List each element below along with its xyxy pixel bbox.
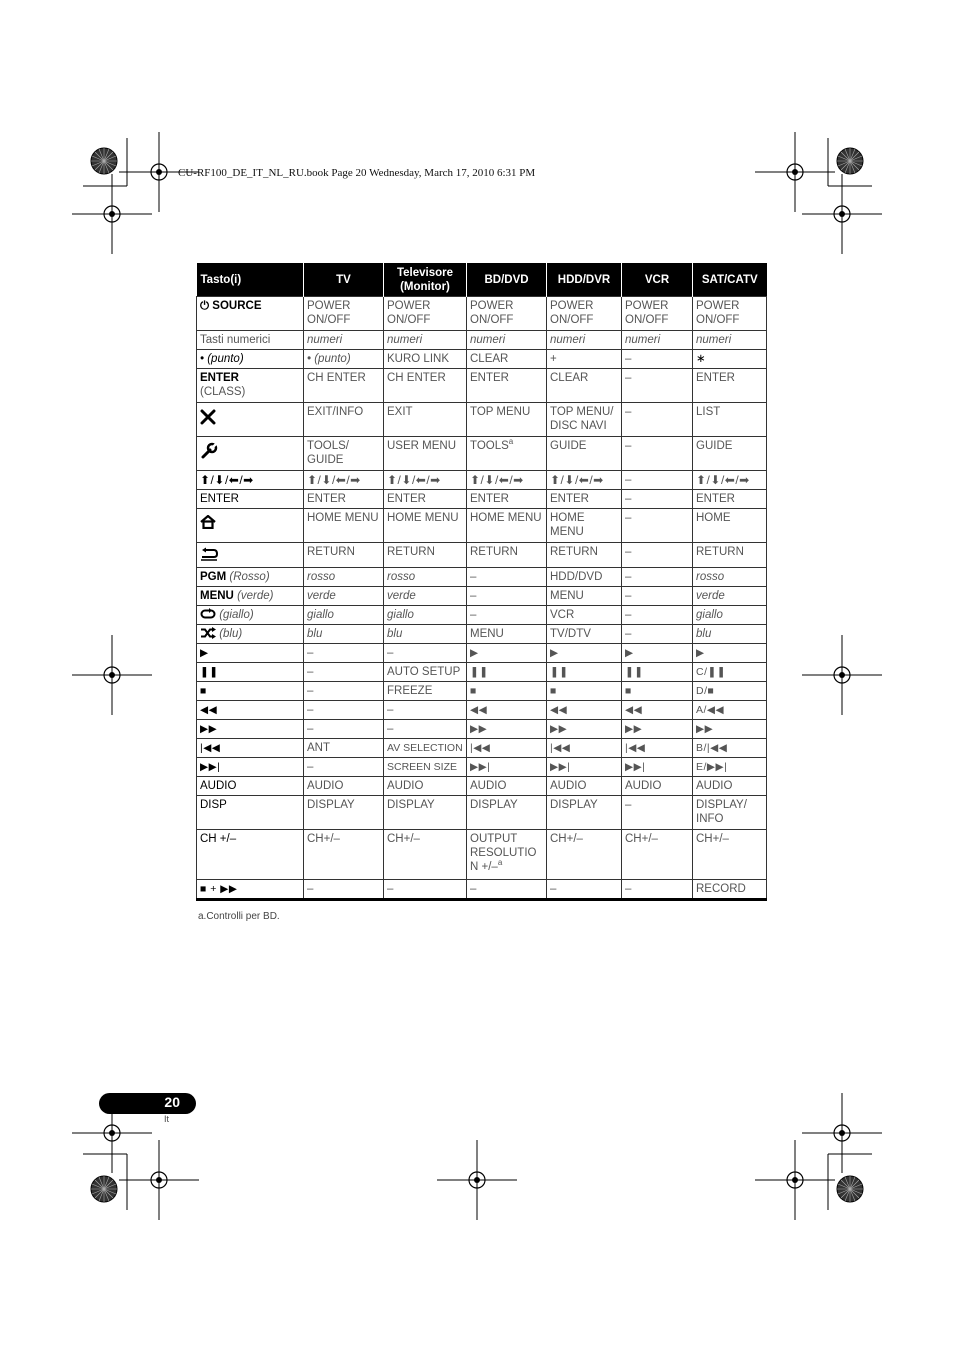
key-cell (197, 403, 304, 437)
table-cell: – (304, 701, 384, 720)
table-cell: HOME (693, 509, 767, 543)
table-cell: – (622, 543, 693, 568)
table-cell: AUDIO (547, 777, 622, 796)
key-cell: ⏻ SOURCE (197, 297, 304, 331)
table-cell: – (304, 880, 384, 900)
table-cell: ENTER (384, 490, 467, 509)
table-cell: SCREEN SIZE (384, 758, 467, 777)
table-cell: AUDIO (693, 777, 767, 796)
column-header: Tasto(i) (197, 263, 304, 297)
table-cell: MENU (467, 625, 547, 644)
table-cell: numeri (467, 331, 547, 350)
table-row (197, 543, 767, 568)
table-cell: DISPLAY/ INFO (693, 796, 767, 830)
table-cell: giallo (304, 606, 384, 625)
table-row (197, 796, 767, 830)
table-row (197, 830, 767, 880)
table-cell: rosso (384, 568, 467, 587)
table-cell: VCR (547, 606, 622, 625)
key-cell: ▶▶ (197, 720, 304, 739)
table-cell: HOME MENU (304, 509, 384, 543)
key-cell: PGM (Rosso) (197, 568, 304, 587)
table-cell: |◀◀ (467, 739, 547, 758)
table-cell: EXIT (384, 403, 467, 437)
table-cell: ■ (467, 682, 547, 701)
table-row (197, 587, 767, 606)
table-cell: – (304, 682, 384, 701)
table-cell: ⬆/⬇/⬅/➡ (304, 471, 384, 490)
table-cell: ◀◀ (622, 701, 693, 720)
table-cell: AUDIO (467, 777, 547, 796)
table-cell: – (467, 606, 547, 625)
table-cell: numeri (547, 331, 622, 350)
table-cell: + (547, 350, 622, 369)
page-language: It (164, 1114, 170, 1124)
table-cell: numeri (384, 331, 467, 350)
table-cell: GUIDE (547, 437, 622, 471)
table-cell: ❚❚ (622, 663, 693, 682)
table-cell: MENU (547, 587, 622, 606)
table-cell: OUTPUT RESOLUTION +/–$^a$ (467, 830, 547, 880)
key-cell: (giallo) (197, 606, 304, 625)
table-cell: – (384, 701, 467, 720)
table-cell: rosso (304, 568, 384, 587)
table-cell: CH+/– (622, 830, 693, 880)
table-row (197, 701, 767, 720)
table-cell: – (622, 587, 693, 606)
table-cell: ▶ (622, 644, 693, 663)
table-cell: • (punto) (304, 350, 384, 369)
table-cell: E/▶▶| (693, 758, 767, 777)
table-row (197, 682, 767, 701)
table-row (197, 471, 767, 490)
table-cell: POWER ON/OFF (622, 297, 693, 331)
table-cell: TOP MENU/ DISC NAVI (547, 403, 622, 437)
table-cell: ▶▶ (467, 720, 547, 739)
table-row (197, 297, 767, 331)
table-cell: CH ENTER (384, 369, 467, 403)
table-cell: POWER ON/OFF (693, 297, 767, 331)
key-cell (197, 543, 304, 568)
table-cell: – (304, 644, 384, 663)
key-cell (197, 509, 304, 543)
table-cell: ◀◀ (547, 701, 622, 720)
table-cell: verde (304, 587, 384, 606)
table-cell: A/◀◀ (693, 701, 767, 720)
table-cell: ▶▶| (622, 758, 693, 777)
table-cell: HDD/DVD (547, 568, 622, 587)
table-row (197, 350, 767, 369)
key-cell: (blu) (197, 625, 304, 644)
table-row (197, 720, 767, 739)
key-cell: ENTER (197, 490, 304, 509)
table-cell: ⬆/⬇/⬅/➡ (547, 471, 622, 490)
table-row (197, 437, 767, 471)
table-cell: ▶ (693, 644, 767, 663)
table-row (197, 739, 767, 758)
table-cell: – (622, 796, 693, 830)
table-cell: ENTER (467, 369, 547, 403)
table-row (197, 625, 767, 644)
table-cell: POWER ON/OFF (304, 297, 384, 331)
table-cell: |◀◀ (622, 739, 693, 758)
table-row (197, 490, 767, 509)
table-cell: ▶▶ (622, 720, 693, 739)
page-number: 20 (164, 1094, 180, 1110)
table-cell: CLEAR (467, 350, 547, 369)
table-cell: CH+/– (547, 830, 622, 880)
key-cell: ⬆/⬇/⬅/➡ (197, 471, 304, 490)
table-row (197, 777, 767, 796)
table-cell: POWER ON/OFF (547, 297, 622, 331)
table-cell: – (622, 880, 693, 900)
table-cell: rosso (693, 568, 767, 587)
table-cell: DISPLAY (467, 796, 547, 830)
table-cell: RETURN (547, 543, 622, 568)
table-cell: – (622, 350, 693, 369)
table-cell: – (304, 758, 384, 777)
table-row (197, 509, 767, 543)
table-cell: RECORD (693, 880, 767, 900)
table-cell: HOME MENU (467, 509, 547, 543)
table-cell: AUDIO (622, 777, 693, 796)
table-cell: USER MENU (384, 437, 467, 471)
table-cell: POWER ON/OFF (467, 297, 547, 331)
table-cell: ENTER (693, 490, 767, 509)
table-cell: – (622, 369, 693, 403)
table-cell: blu (384, 625, 467, 644)
wrench-icon (200, 442, 218, 460)
table-cell: – (622, 568, 693, 587)
table-cell: C/❚❚ (693, 663, 767, 682)
table-cell: giallo (693, 606, 767, 625)
table-cell: numeri (304, 331, 384, 350)
table-cell: ⬆/⬇/⬅/➡ (384, 471, 467, 490)
table-row (197, 606, 767, 625)
column-header: BD/DVD (467, 263, 547, 297)
table-cell: verde (693, 587, 767, 606)
footnote: a.Controlli per BD. (198, 911, 280, 922)
table-cell: – (547, 880, 622, 900)
table-cell: ▶▶| (467, 758, 547, 777)
column-header: VCR (622, 263, 693, 297)
table-cell: – (622, 471, 693, 490)
table-cell: RETURN (304, 543, 384, 568)
table-cell: HOME MENU (384, 509, 467, 543)
key-cell: MENU (verde) (197, 587, 304, 606)
table-row (197, 663, 767, 682)
table-cell: CH+/– (304, 830, 384, 880)
table-cell: RETURN (693, 543, 767, 568)
key-cell: ■ + ▶▶ (197, 880, 304, 900)
table-cell: – (622, 490, 693, 509)
table-cell: AUDIO (384, 777, 467, 796)
table-cell: DISPLAY (547, 796, 622, 830)
home-icon (200, 515, 216, 529)
key-cell: DISP (197, 796, 304, 830)
table-cell: – (384, 644, 467, 663)
repeat-icon (200, 608, 216, 620)
key-cell: Tasti numerici (197, 331, 304, 350)
table-cell: TV/DTV (547, 625, 622, 644)
table-row (197, 758, 767, 777)
column-header: SAT/CATV (693, 263, 767, 297)
table-cell: TOP MENU (467, 403, 547, 437)
key-cell: ▶▶| (197, 758, 304, 777)
close-x-icon (200, 409, 216, 425)
column-header: TV (304, 263, 384, 297)
table-cell: – (622, 509, 693, 543)
table-cell: TOOLS/ GUIDE (304, 437, 384, 471)
page-number-tab (99, 1093, 196, 1114)
table-cell: – (622, 437, 693, 471)
table-cell: blu (693, 625, 767, 644)
table-cell: ENTER (467, 490, 547, 509)
key-cell: ■ (197, 682, 304, 701)
table-cell: giallo (384, 606, 467, 625)
column-header: Televisore (Monitor) (384, 263, 467, 297)
table-cell: ⬆/⬇/⬅/➡ (467, 471, 547, 490)
table-cell: RETURN (384, 543, 467, 568)
table-cell: CH ENTER (304, 369, 384, 403)
table-cell: ENTER (693, 369, 767, 403)
key-cell: CH +/– (197, 830, 304, 880)
table-cell: ENTER (547, 490, 622, 509)
table-cell: ▶▶ (693, 720, 767, 739)
key-cell: ◀◀ (197, 701, 304, 720)
table-cell: EXIT/INFO (304, 403, 384, 437)
table-cell: numeri (622, 331, 693, 350)
table-cell: AV SELECTION (384, 739, 467, 758)
table-cell: B/|◀◀ (693, 739, 767, 758)
table-cell: AUTO SETUP (384, 663, 467, 682)
table-cell: HOME MENU (547, 509, 622, 543)
table-cell: RETURN (467, 543, 547, 568)
table-cell: CLEAR (547, 369, 622, 403)
table-cell: CH+/– (693, 830, 767, 880)
key-cell: • (punto) (197, 350, 304, 369)
table-cell: – (622, 606, 693, 625)
column-header: HDD/DVR (547, 263, 622, 297)
table-cell: DISPLAY (384, 796, 467, 830)
key-cell: |◀◀ (197, 739, 304, 758)
table-cell: FREEZE (384, 682, 467, 701)
shuffle-icon (200, 627, 216, 639)
table-cell: – (467, 587, 547, 606)
table-row (197, 880, 767, 900)
table-cell: CH+/– (384, 830, 467, 880)
table-row (197, 644, 767, 663)
key-cell: AUDIO (197, 777, 304, 796)
table-cell: |◀◀ (547, 739, 622, 758)
print-header: CU-RF100_DE_IT_NL_RU.book Page 20 Wednesday, March 17, 2010 6:31 PM (178, 167, 536, 179)
return-icon (200, 547, 218, 561)
table-cell: ▶▶ (547, 720, 622, 739)
table-row (197, 403, 767, 437)
table-cell: – (384, 720, 467, 739)
table-cell: verde (384, 587, 467, 606)
key-cell: ▶ (197, 644, 304, 663)
table-cell: POWER ON/OFF (384, 297, 467, 331)
table-cell: – (622, 403, 693, 437)
key-cell: ENTER (CLASS) (197, 369, 304, 403)
table-cell: KURO LINK (384, 350, 467, 369)
table-cell: ❚❚ (467, 663, 547, 682)
key-cell (197, 437, 304, 471)
table-cell: ANT (304, 739, 384, 758)
table-cell: ▶ (547, 644, 622, 663)
table-cell: DISPLAY (304, 796, 384, 830)
key-cell: ❚❚ (197, 663, 304, 682)
table-cell: – (304, 720, 384, 739)
table-cell: AUDIO (304, 777, 384, 796)
power-icon: ⏻ (200, 300, 213, 312)
table-row (197, 369, 767, 403)
table-cell: ENTER (304, 490, 384, 509)
table-cell: ▶▶| (547, 758, 622, 777)
table-cell: ▶ (467, 644, 547, 663)
table-cell: ■ (622, 682, 693, 701)
table-cell: ∗ (693, 350, 767, 369)
table-cell: TOOLS$^a$ (467, 437, 547, 471)
table-header-row (197, 263, 767, 297)
table-cell: ◀◀ (467, 701, 547, 720)
table-cell: ❚❚ (547, 663, 622, 682)
table-cell: ⬆/⬇/⬅/➡ (693, 471, 767, 490)
table-cell: GUIDE (693, 437, 767, 471)
table-row (197, 568, 767, 587)
table-cell: – (467, 568, 547, 587)
table-cell: blu (304, 625, 384, 644)
remote-key-table (196, 263, 767, 901)
table-cell: – (467, 880, 547, 900)
table-cell: – (304, 663, 384, 682)
table-cell: – (384, 880, 467, 900)
table-cell: ■ (547, 682, 622, 701)
table-cell: LIST (693, 403, 767, 437)
table-cell: – (622, 625, 693, 644)
table-cell: D/■ (693, 682, 767, 701)
table-row (197, 331, 767, 350)
table-cell: numeri (693, 331, 767, 350)
